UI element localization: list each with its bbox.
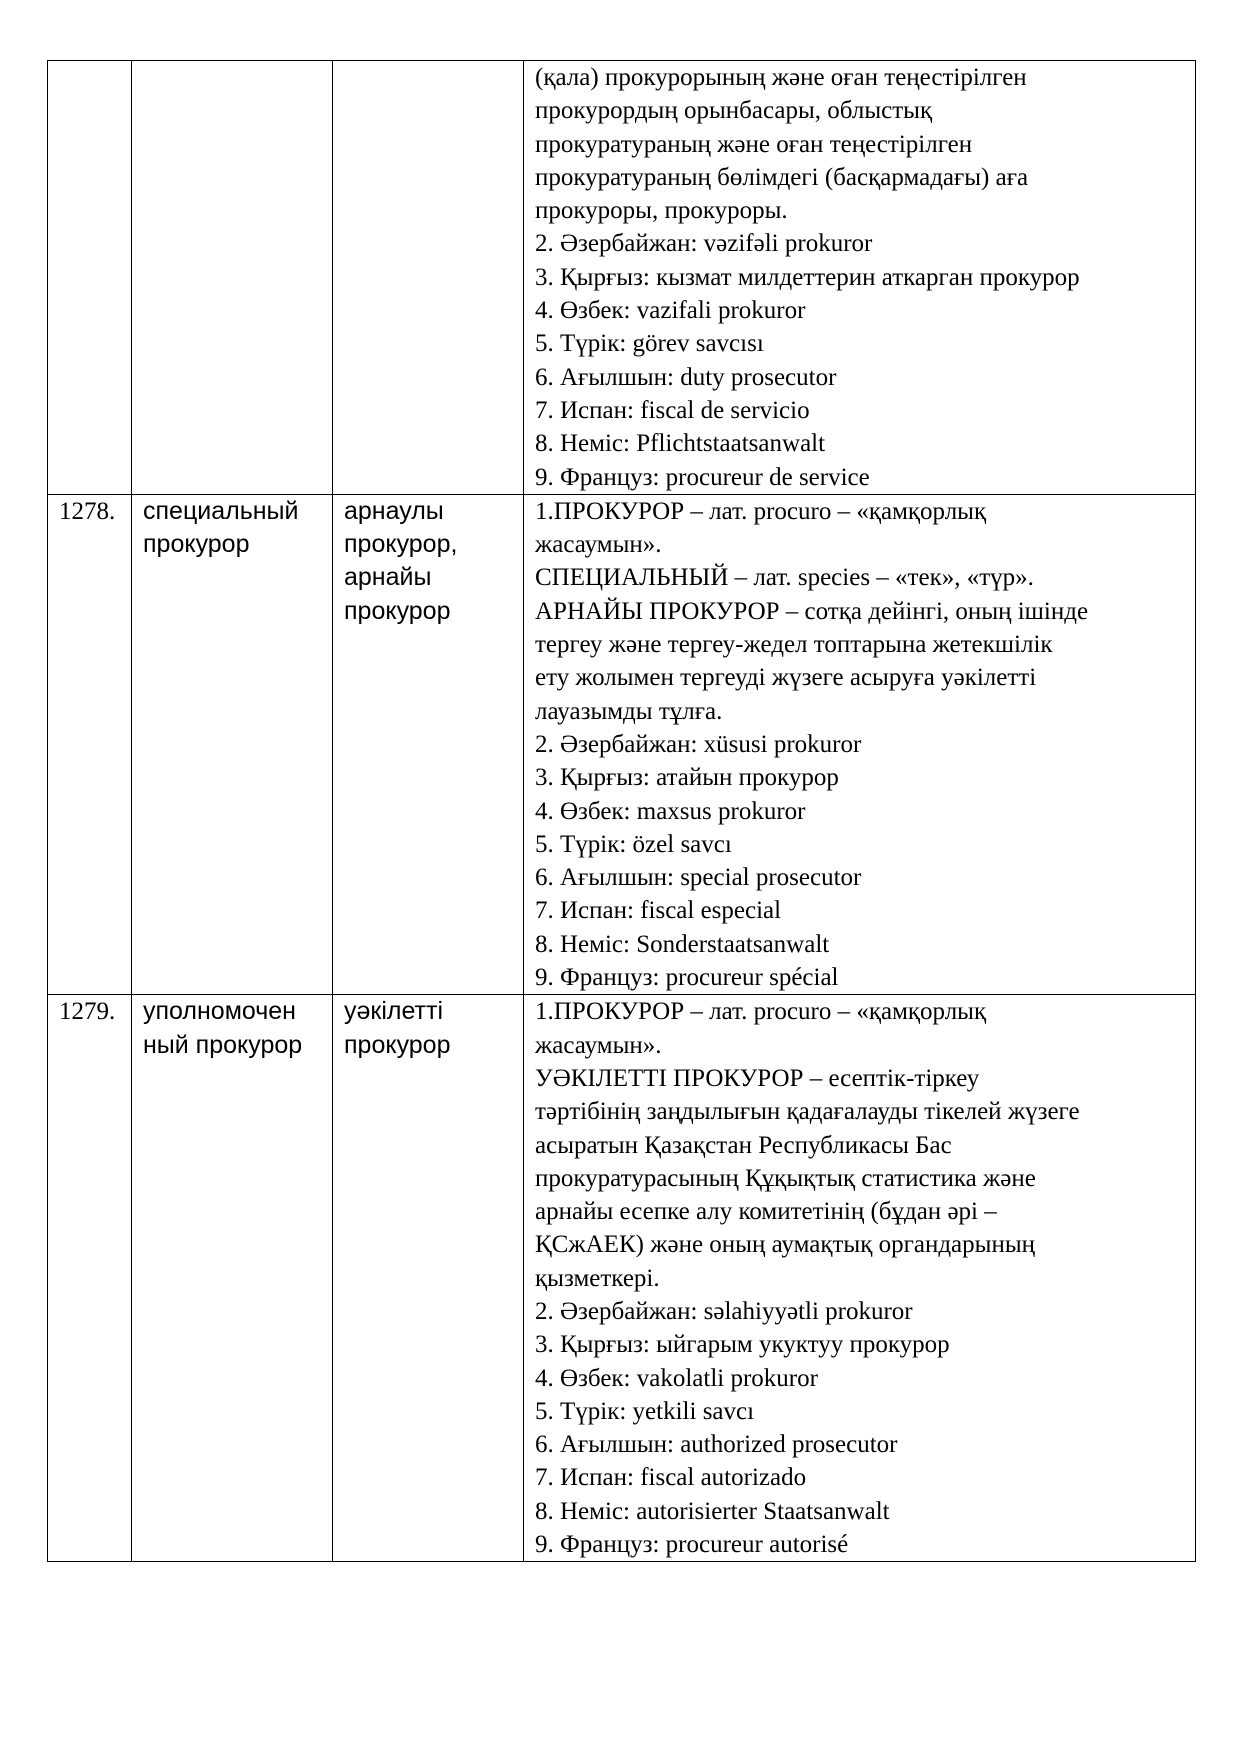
description-line: 2. Әзербайжан: səlahiyyətli prokuror xyxy=(535,1297,913,1325)
description-line: (қала) прокурорының және оған теңестірілген xyxy=(535,64,1027,91)
description-line: 1.ПРОКУРОР – лат. procuro – «қамқорлық xyxy=(535,998,987,1026)
description-line: 4. Өзбек: maxsus prokuror xyxy=(535,797,806,825)
description-line: 4. Өзбек: vakolatli prokuror xyxy=(535,1364,818,1392)
description-line: асыратын Қазақстан Республикасы Бас xyxy=(535,1131,952,1159)
table-row xyxy=(48,494,1196,994)
description-line: 3. Қырғыз: атайын прокурор xyxy=(535,764,839,792)
kazakh-term-cell: уәкілетті прокурор xyxy=(333,995,524,1562)
entry-number-cell: 1279. xyxy=(48,995,132,1562)
table-row xyxy=(48,61,1196,495)
description-line: 2. Әзербайжан: vəzifəli prokuror xyxy=(535,230,873,258)
description-line: 8. Неміс: Sonderstaatsanwalt xyxy=(535,930,830,958)
dictionary-table-body xyxy=(48,61,1196,1562)
kazakh-term-cell xyxy=(333,61,524,495)
description-line: прокуратурасының Құқықтық статистика және xyxy=(535,1164,1036,1192)
kazakh-term-cell: арнаулы прокурор, арнайы прокурор xyxy=(333,494,524,994)
description-line: 9. Француз: procureur de service xyxy=(535,463,870,491)
description-line: прокуратураның және оған теңестірілген xyxy=(535,130,973,158)
description-line: 3. Қырғыз: кызмат милдеттерин аткарган прокурор xyxy=(535,263,1080,291)
description-line: жасаумын». xyxy=(535,531,662,559)
description-line: 4. Өзбек: vazifali prokuror xyxy=(535,297,806,325)
description-line: ҚСжАЕК) және оның аумақтық органдарының xyxy=(535,1231,1035,1259)
description-line: УӘКІЛЕТТІ ПРОКУРОР – есептік-тіркеу xyxy=(535,1064,980,1092)
description-line: арнайы есепке алу комитетінің (бұдан әрі – xyxy=(535,1198,997,1226)
description-cell xyxy=(524,995,1196,1562)
russian-term-cell xyxy=(132,61,333,495)
description-line: 8. Неміс: autorisierter Staatsanwalt xyxy=(535,1497,890,1525)
entry-number-cell xyxy=(48,61,132,495)
russian-term-cell: уполномочен ный прокурор xyxy=(132,995,333,1562)
description-line: қызметкері. xyxy=(535,1264,660,1292)
description-line: лауазымды тұлға. xyxy=(535,697,723,725)
description-line: 9. Француз: procureur spécial xyxy=(535,964,839,992)
description-line: 5. Түрік: görev savcısı xyxy=(535,330,764,358)
description-line: прокуратураның бөлімдегі (басқармадағы) аға xyxy=(535,163,1029,191)
description-line: 6. Ағылшын: duty prosecutor xyxy=(535,363,837,391)
description-line: 5. Түрік: yetkili savcı xyxy=(535,1397,755,1425)
dictionary-table xyxy=(47,60,1196,1562)
description-line: 7. Испан: fiscal de servicio xyxy=(535,396,810,424)
description-line: АРНАЙЫ ПРОКУРОР – сотқа дейінгі, оның ішінде xyxy=(535,597,1089,625)
entry-number-cell: 1278. xyxy=(48,494,132,994)
description-cell xyxy=(524,494,1196,994)
description-line: тәртібінің заңдылығын қадағалауды тікелей жүзеге xyxy=(535,1098,1080,1126)
description-line: жасаумын». xyxy=(535,1031,662,1059)
russian-term-cell: специальный прокурор xyxy=(132,494,333,994)
description-line: прокуроры, прокуроры. xyxy=(535,197,788,225)
description-line: 7. Испан: fiscal autorizado xyxy=(535,1464,807,1492)
description-line: 9. Француз: procureur autorisé xyxy=(535,1531,849,1559)
description-line: 2. Әзербайжан: xüsusi prokuror xyxy=(535,730,862,758)
description-line: СПЕЦИАЛЬНЫЙ – лат. species – «тек», «түр». xyxy=(535,564,1034,592)
description-line: 5. Түрік: özel savcı xyxy=(535,830,732,858)
description-line: ету жолымен тергеуді жүзеге асыруға уәкілетті xyxy=(535,664,1037,692)
description-line: 1.ПРОКУРОР – лат. procuro – «қамқорлық xyxy=(535,497,987,525)
table-row xyxy=(48,995,1196,1562)
description-line: тергеу және тергеу-жедел топтарына жетекшілік xyxy=(535,631,1053,659)
description-line: 3. Қырғыз: ыйгарым укуктуу прокурор xyxy=(535,1331,950,1359)
description-cell xyxy=(524,61,1196,495)
description-line: 6. Ағылшын: authorized prosecutor xyxy=(535,1431,898,1459)
description-line: прокурордың орынбасары, облыстық xyxy=(535,97,933,125)
description-line: 7. Испан: fiscal especial xyxy=(535,897,782,925)
description-line: 6. Ағылшын: special prosecutor xyxy=(535,864,862,892)
description-line: 8. Неміс: Pflichtstaatsanwalt xyxy=(535,430,826,458)
